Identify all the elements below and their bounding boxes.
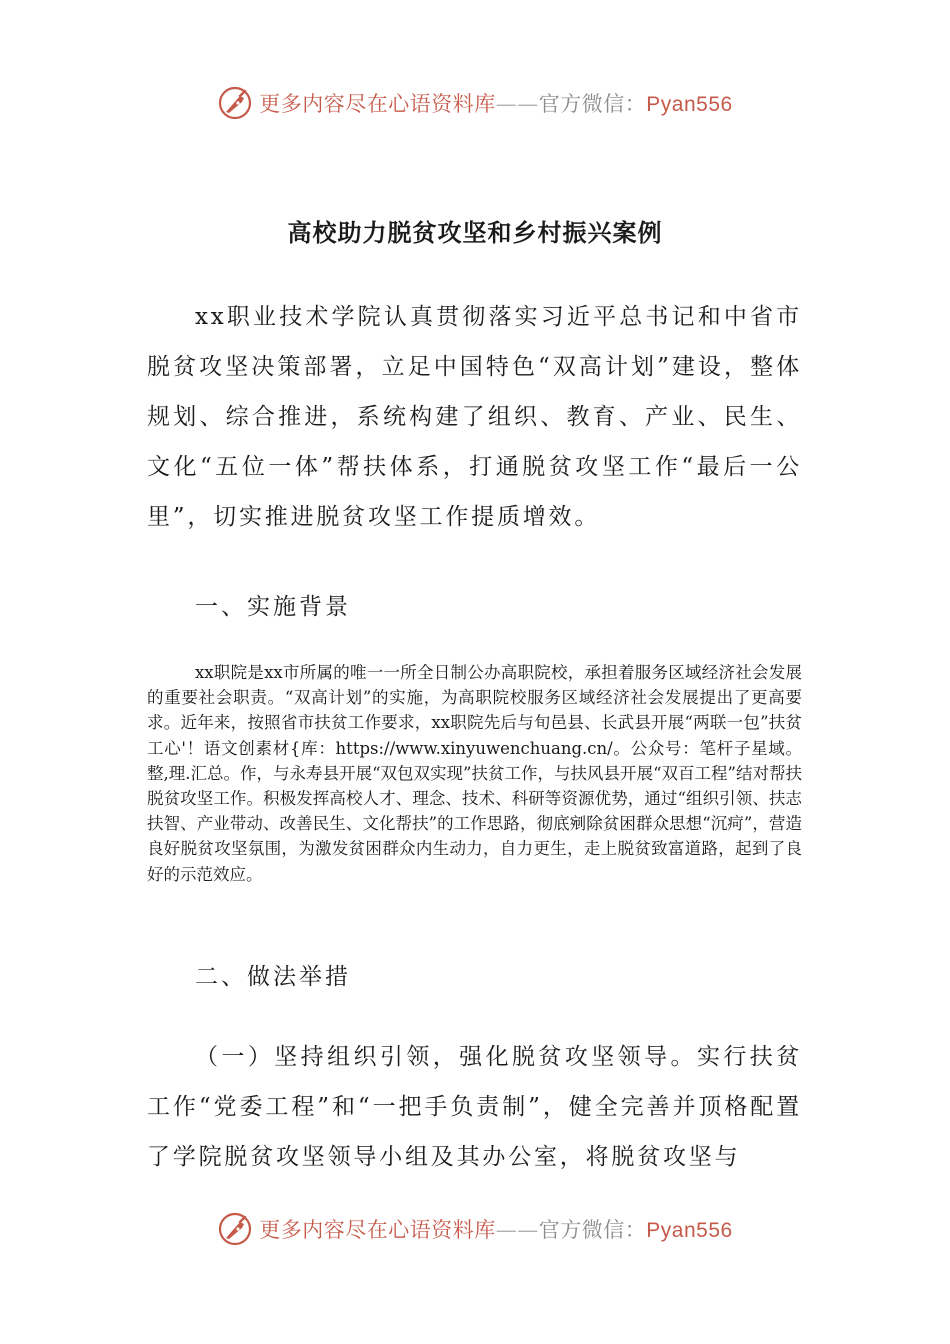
banner-main-text: 更多内容尽在心语资料库 xyxy=(259,1218,496,1242)
banner-dash: —— xyxy=(495,92,539,116)
section-heading-measures: 二、做法举措 xyxy=(195,964,351,990)
document-title: 高校助力脱贫攻坚和乡村振兴案例 xyxy=(287,219,663,247)
banner-label: 官方微信： xyxy=(538,92,647,116)
banner-dash: —— xyxy=(495,1218,539,1242)
banner-text xyxy=(259,88,732,118)
intro-paragraph: xx职业技术学院认真贯彻落实习近平总书记和中省市脱贫攻坚决策部署，立足中国特色“双高计划”建设，整体规划、综合推进，系统构建了组织、教育、产业、民生、文化“五位一体”帮扶体系，打通脱贫攻坚工作“最后一公里”，切实推进脱贫攻坚工作提质增效。 xyxy=(147,304,802,530)
section-background-paragraph: xx职院是xx市所属的唯一一所全日制公办高职院校，承担着服务区域经济社会发展的重要社会职责。“双高计划”的实施，为高职院校服务区域经济社会发展提出了更高要求。近年来，按照省市扶贫工作要求，xx职院先后与旬邑县、长武县开展“两联一包”扶贫工心'！语文创素材{库：https://www.xinyuwenchuang.cn/。公众号：笔杆子星域。整,理.汇总。作，与永寿县开展“双包双实现”扶贫工作，与扶风县开展“双百工程”结对帮扶脱贫攻坚工作。积极发挥高校人才、理念、技术、科研等资源优势，通过“组织引领、扶志扶智、产业带动、改善民生、文化帮扶”的工作思路，彻底剜除贫困群众思想“沉疴”，营造良好脱贫攻坚氛围，为激发贫困群众内生动力，自力更生，走上脱贫致富道路，起到了良好的示范效应。 xyxy=(147,663,802,884)
banner-label: 官方微信： xyxy=(538,1218,647,1242)
pen-nib-icon xyxy=(217,85,253,121)
section-measures-paragraph: （一）坚持组织引领，强化脱贫攻坚领导。实行扶贫工作“党委工程”和“一把手负责制”，健全完善并顶格配置了学院脱贫攻坚领导小组及其办公室，将脱贫攻坚与 xyxy=(147,1044,802,1170)
banner-wechat-id: Pyan556 xyxy=(646,1219,733,1242)
banner-main-text: 更多内容尽在心语资料库 xyxy=(259,92,496,116)
footer-watermark-banner xyxy=(0,1209,950,1249)
section-heading-background: 一、实施背景 xyxy=(195,594,351,620)
banner-wechat-id: Pyan556 xyxy=(646,93,733,116)
header-watermark-banner xyxy=(0,83,950,123)
banner-text xyxy=(259,1214,732,1244)
pen-nib-icon xyxy=(217,1211,253,1247)
